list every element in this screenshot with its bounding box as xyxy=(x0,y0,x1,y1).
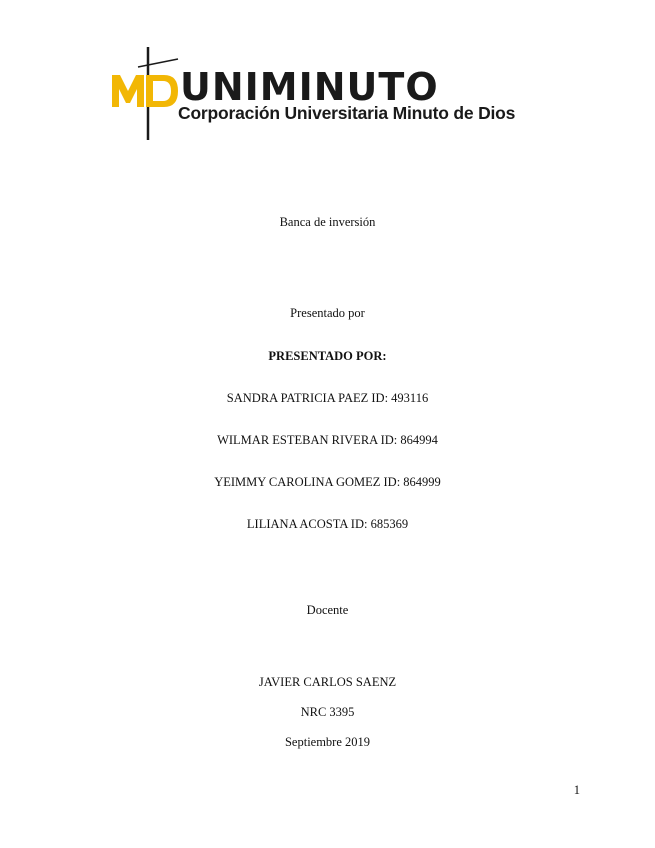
document-date: Septiembre 2019 xyxy=(284,735,371,749)
teacher-label: Docente xyxy=(306,603,349,617)
presented-by-label: Presentado por xyxy=(290,306,365,320)
logo-subtitle: Corporación Universitaria Minuto de Dios xyxy=(178,103,516,123)
logo-mark-icon xyxy=(108,45,188,145)
author-item: LILIANA ACOSTA ID: 685369 xyxy=(246,517,409,531)
page-number: 1 xyxy=(573,783,580,797)
logo-name: UNIMINUTO xyxy=(180,65,439,109)
author-item: SANDRA PATRICIA PAEZ ID: 493116 xyxy=(226,391,429,405)
presented-by-heading: PRESENTADO POR: xyxy=(268,349,387,363)
teacher-name: JAVIER CARLOS SAENZ xyxy=(258,675,397,689)
uniminuto-logo xyxy=(108,45,516,145)
document-title: Banca de inversión xyxy=(279,215,376,229)
nrc-code: NRC 3395 xyxy=(300,705,355,719)
author-item: YEIMMY CAROLINA GOMEZ ID: 864999 xyxy=(214,475,441,489)
author-item: WILMAR ESTEBAN RIVERA ID: 864994 xyxy=(217,433,438,447)
